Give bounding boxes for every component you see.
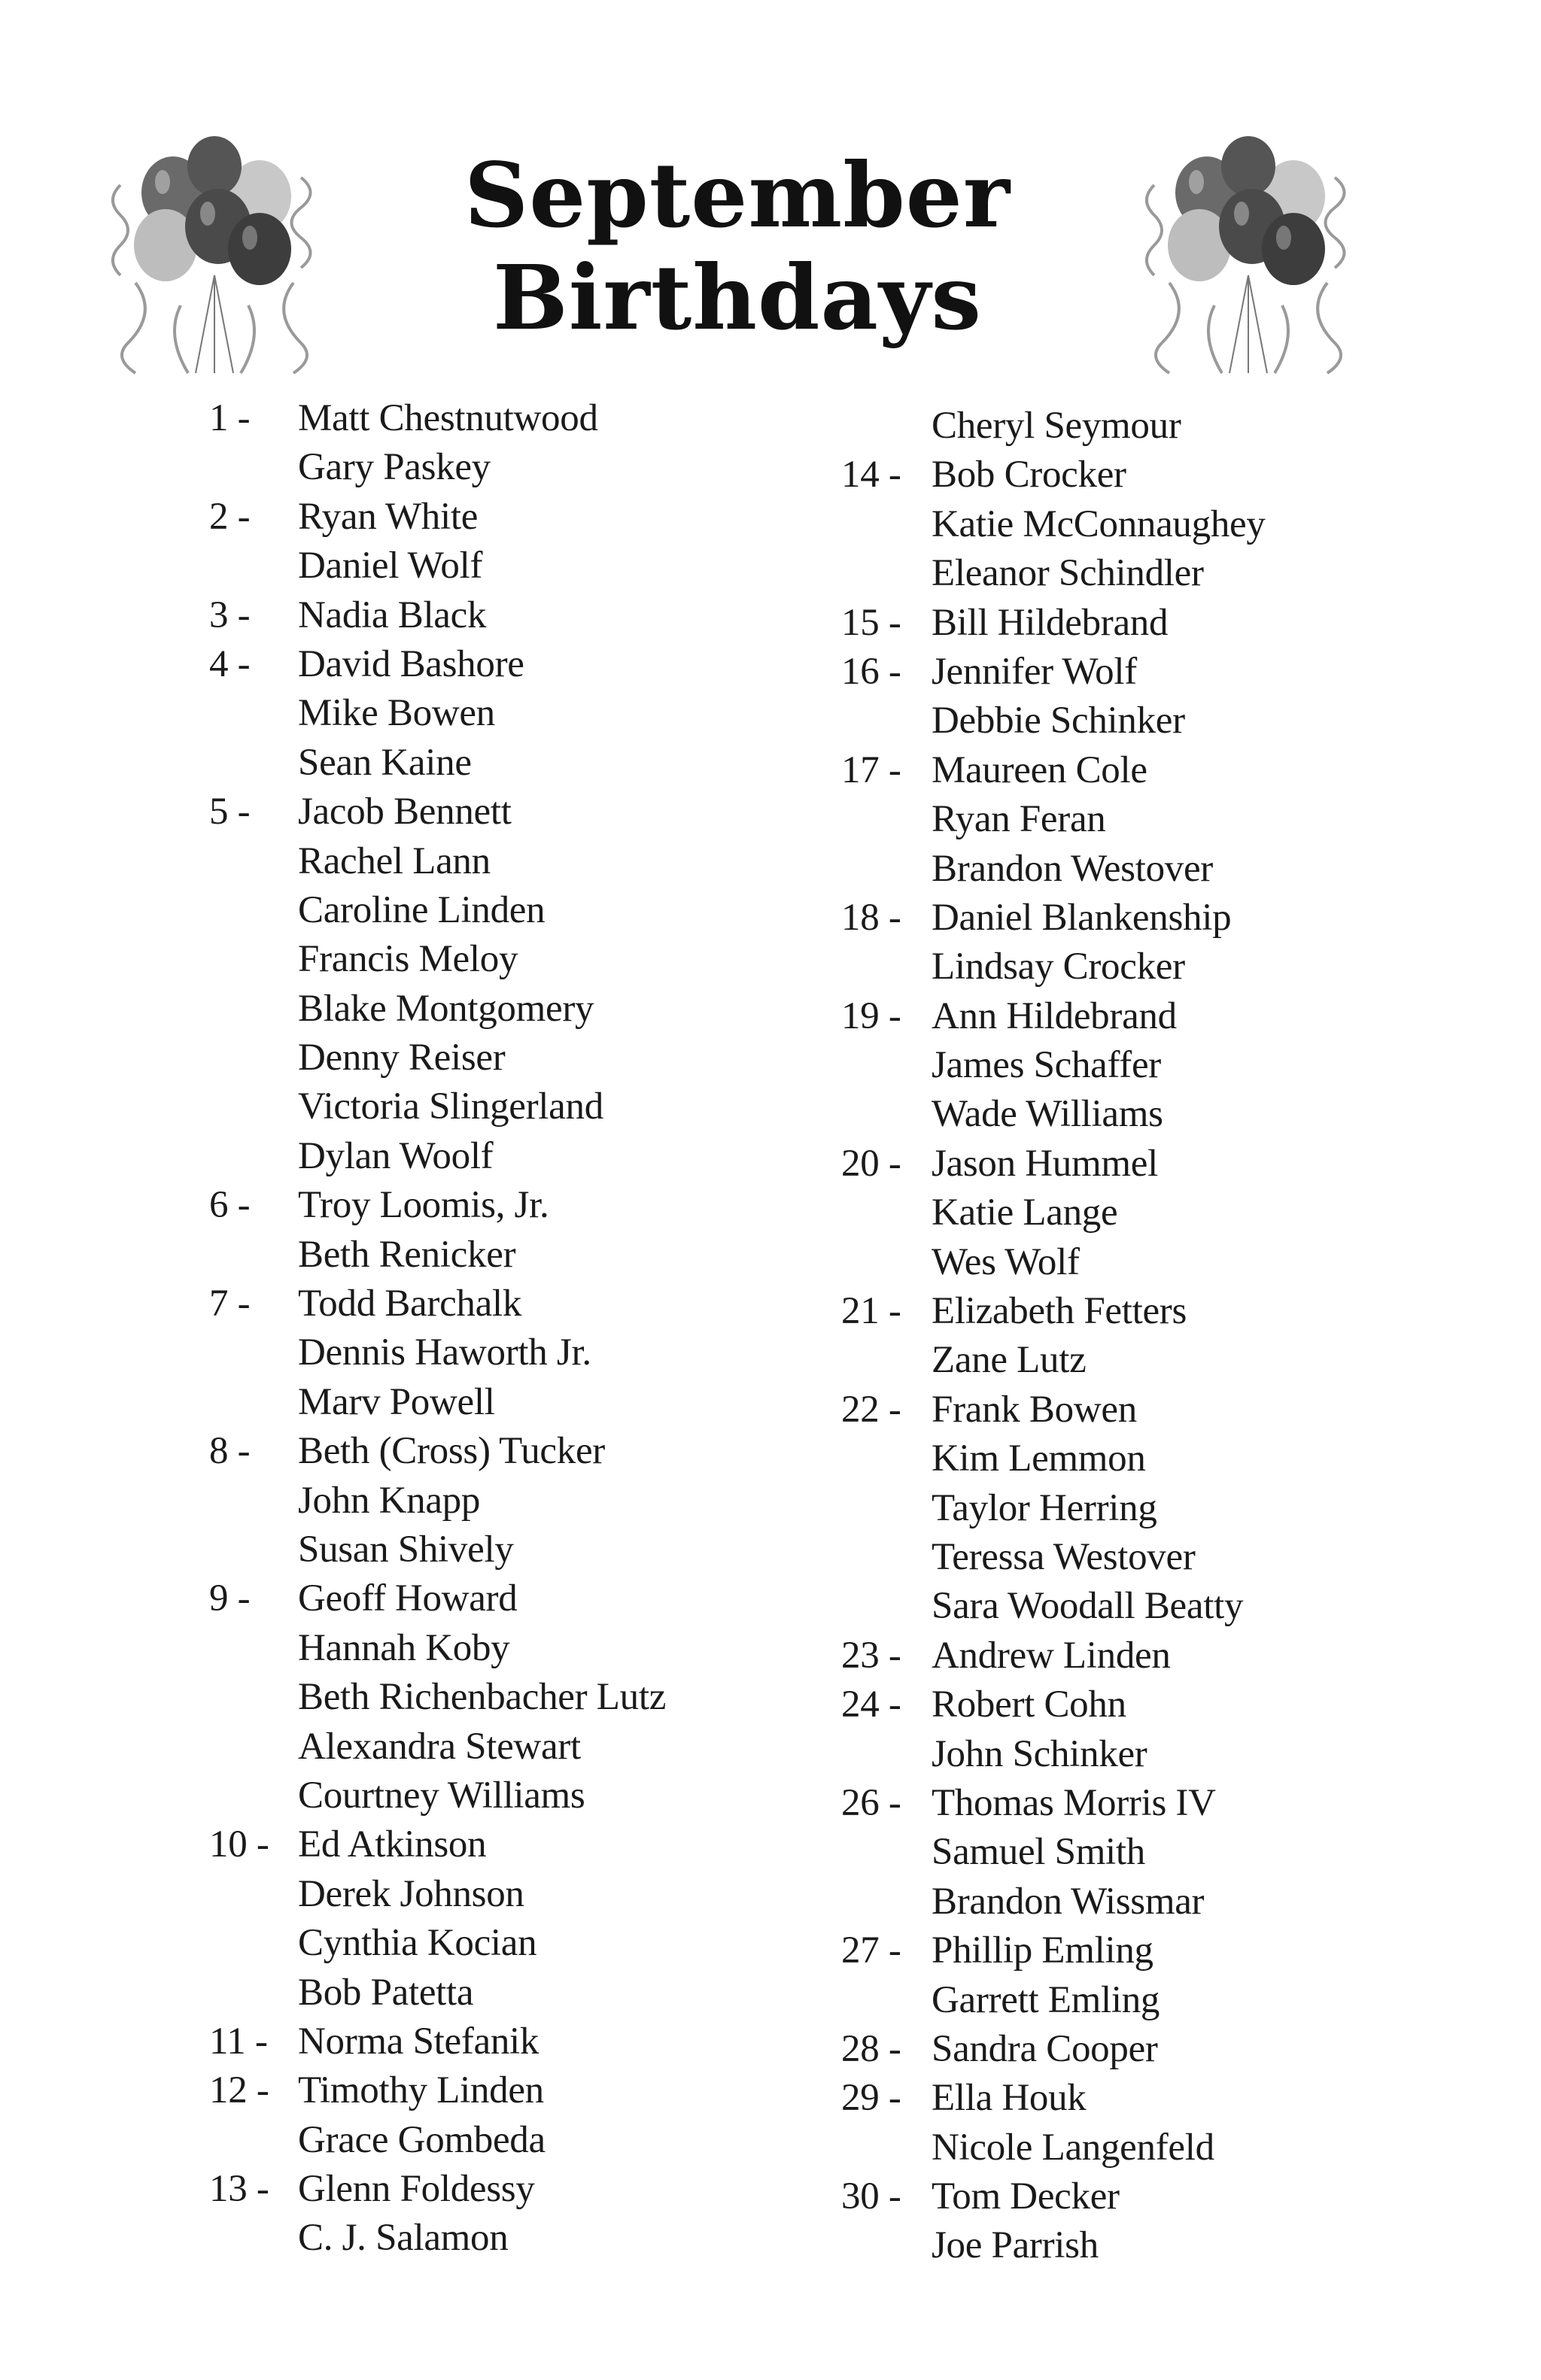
birthday-day: 9 - bbox=[209, 1577, 251, 1620]
birthday-name: Timothy Linden bbox=[298, 2069, 544, 2112]
birthday-name: Kim Lemmon bbox=[932, 1437, 1146, 1480]
birthday-name: Matt Chestnutwood bbox=[298, 397, 598, 439]
birthday-name: Francis Meloy bbox=[298, 938, 518, 981]
birthday-name: C. J. Salamon bbox=[298, 2217, 509, 2260]
birthday-name: Sean Kaine bbox=[298, 741, 472, 784]
birthday-day: 21 - bbox=[841, 1290, 901, 1333]
birthday-name: Katie McConnaughey bbox=[932, 502, 1266, 545]
birthday-day: 5 - bbox=[209, 791, 251, 833]
birthday-name: Bob Patetta bbox=[298, 1971, 474, 2014]
birthday-name: Bob Crocker bbox=[932, 454, 1126, 496]
birthday-name: Beth Renicker bbox=[298, 1233, 516, 1276]
birthday-name: Katie Lange bbox=[932, 1192, 1118, 1234]
birthday-day: 29 - bbox=[841, 2077, 901, 2120]
title-line-1: September bbox=[464, 143, 1011, 247]
birthday-name: Rachel Lann bbox=[298, 839, 491, 882]
birthday-name: Courtney Williams bbox=[298, 1774, 585, 1817]
birthday-name: Sandra Cooper bbox=[932, 2027, 1158, 2070]
birthday-name: Dennis Haworth Jr. bbox=[298, 1331, 591, 1374]
birthday-name: Cynthia Kocian bbox=[298, 1922, 537, 1965]
birthday-day: 11 - bbox=[209, 2020, 268, 2063]
page-title bbox=[436, 144, 1038, 349]
birthday-name: Nadia Black bbox=[298, 593, 487, 636]
birthday-name: Sara Woodall Beatty bbox=[932, 1585, 1244, 1628]
birthday-day: 18 - bbox=[841, 896, 901, 939]
birthday-name: Alexandra Stewart bbox=[298, 1725, 581, 1768]
birthday-name: Nicole Langenfeld bbox=[932, 2126, 1214, 2169]
birthday-name: Ed Atkinson bbox=[298, 1823, 487, 1866]
birthday-day: 14 - bbox=[841, 454, 901, 496]
birthday-day: 8 - bbox=[209, 1430, 251, 1473]
birthday-name: Dylan Woolf bbox=[298, 1134, 494, 1177]
birthday-name: Robert Cohn bbox=[932, 1683, 1126, 1726]
birthday-name: Garrett Emling bbox=[932, 1978, 1160, 2021]
birthday-name: Ryan Feran bbox=[932, 798, 1106, 841]
birthday-name: Ryan White bbox=[298, 495, 479, 538]
birthday-name: Beth (Cross) Tucker bbox=[298, 1430, 605, 1473]
birthday-name: David Bashore bbox=[298, 642, 524, 685]
birthday-name: Brandon Wissmar bbox=[932, 1880, 1205, 1923]
birthday-name: John Knapp bbox=[298, 1479, 481, 1522]
birthday-day: 24 - bbox=[841, 1683, 901, 1726]
birthday-name: Norma Stefanik bbox=[298, 2020, 540, 2063]
birthday-name: Jennifer Wolf bbox=[932, 650, 1137, 693]
birthday-name: Joe Parrish bbox=[932, 2224, 1099, 2267]
birthday-name: Taylor Herring bbox=[932, 1486, 1157, 1529]
birthday-name: Caroline Linden bbox=[298, 888, 546, 931]
birthday-name: Beth Richenbacher Lutz bbox=[298, 1676, 667, 1719]
title-line-2: Birthdays bbox=[493, 245, 982, 350]
birthday-day: 6 - bbox=[209, 1184, 251, 1227]
birthday-name: Mike Bowen bbox=[298, 692, 495, 735]
birthday-name: Frank Bowen bbox=[932, 1388, 1137, 1431]
birthday-day: 17 - bbox=[841, 748, 901, 791]
birthday-day: 1 - bbox=[209, 397, 251, 439]
birthday-day: 12 - bbox=[209, 2069, 269, 2112]
birthday-day: 2 - bbox=[209, 495, 251, 538]
birthday-day: 22 - bbox=[841, 1388, 901, 1431]
birthday-day: 15 - bbox=[841, 601, 901, 644]
birthday-name: Elizabeth Fetters bbox=[932, 1290, 1187, 1333]
birthday-name: Troy Loomis, Jr. bbox=[298, 1184, 549, 1227]
birthday-day: 28 - bbox=[841, 2027, 901, 2070]
birthday-name: Blake Montgomery bbox=[298, 987, 594, 1030]
birthday-name: Lindsay Crocker bbox=[932, 946, 1185, 988]
birthday-name: Jacob Bennett bbox=[298, 791, 512, 833]
birthday-name: Ann Hildebrand bbox=[932, 994, 1177, 1037]
birthday-day: 30 - bbox=[841, 2175, 901, 2218]
birthday-name: Derek Johnson bbox=[298, 1872, 524, 1915]
birthday-day: 4 - bbox=[209, 642, 251, 685]
birthday-name: Debbie Schinker bbox=[932, 700, 1185, 742]
birthday-day: 26 - bbox=[841, 1781, 901, 1824]
birthday-day: 16 - bbox=[841, 650, 901, 693]
birthday-name: Victoria Slingerland bbox=[298, 1085, 603, 1128]
birthday-name: Gary Paskey bbox=[298, 446, 491, 489]
birthday-name: Glenn Foldessy bbox=[298, 2168, 535, 2211]
birthday-name: Eleanor Schindler bbox=[932, 552, 1204, 595]
birthday-name: Hannah Koby bbox=[298, 1626, 510, 1669]
birthday-name: Todd Barchalk bbox=[298, 1283, 522, 1325]
birthday-name: Thomas Morris IV bbox=[932, 1781, 1216, 1824]
birthday-name: Brandon Westover bbox=[932, 847, 1213, 890]
birthday-day: 19 - bbox=[841, 994, 901, 1037]
birthday-name: John Schinker bbox=[932, 1732, 1147, 1775]
birthday-name: Maureen Cole bbox=[932, 748, 1147, 791]
birthday-name: Andrew Linden bbox=[932, 1634, 1171, 1677]
balloons-icon bbox=[105, 132, 324, 381]
birthday-name: Grace Gombeda bbox=[298, 2118, 546, 2161]
birthday-name: Daniel Blankenship bbox=[932, 896, 1232, 939]
birthday-name: Samuel Smith bbox=[932, 1831, 1145, 1874]
birthday-name: James Schaffer bbox=[932, 1044, 1161, 1087]
birthday-name: Bill Hildebrand bbox=[932, 601, 1169, 644]
birthday-day: 13 - bbox=[209, 2168, 269, 2211]
birthday-name: Teressa Westover bbox=[932, 1535, 1196, 1578]
birthday-day: 10 - bbox=[209, 1823, 269, 1866]
birthday-day: 3 - bbox=[209, 593, 251, 636]
birthday-name: Denny Reiser bbox=[298, 1037, 506, 1079]
birthday-day: 23 - bbox=[841, 1634, 901, 1677]
birthday-day: 20 - bbox=[841, 1142, 901, 1185]
birthday-name: Phillip Emling bbox=[932, 1929, 1153, 1972]
birthday-name: Tom Decker bbox=[932, 2175, 1120, 2218]
birthday-name: Wade Williams bbox=[932, 1093, 1163, 1136]
birthday-day: 27 - bbox=[841, 1929, 901, 1972]
birthday-name: Daniel Wolf bbox=[298, 545, 483, 587]
birthday-name: Geoff Howard bbox=[298, 1577, 518, 1620]
birthday-name: Cheryl Seymour bbox=[932, 405, 1181, 447]
birthday-name: Susan Shively bbox=[298, 1528, 514, 1571]
balloons-icon bbox=[1139, 132, 1357, 381]
birthday-name: Wes Wolf bbox=[932, 1240, 1080, 1283]
birthday-name: Marv Powell bbox=[298, 1380, 495, 1423]
birthday-name: Zane Lutz bbox=[932, 1339, 1087, 1382]
birthday-name: Jason Hummel bbox=[932, 1142, 1158, 1185]
birthday-day: 7 - bbox=[209, 1283, 251, 1325]
birthday-name: Ella Houk bbox=[932, 2077, 1087, 2120]
